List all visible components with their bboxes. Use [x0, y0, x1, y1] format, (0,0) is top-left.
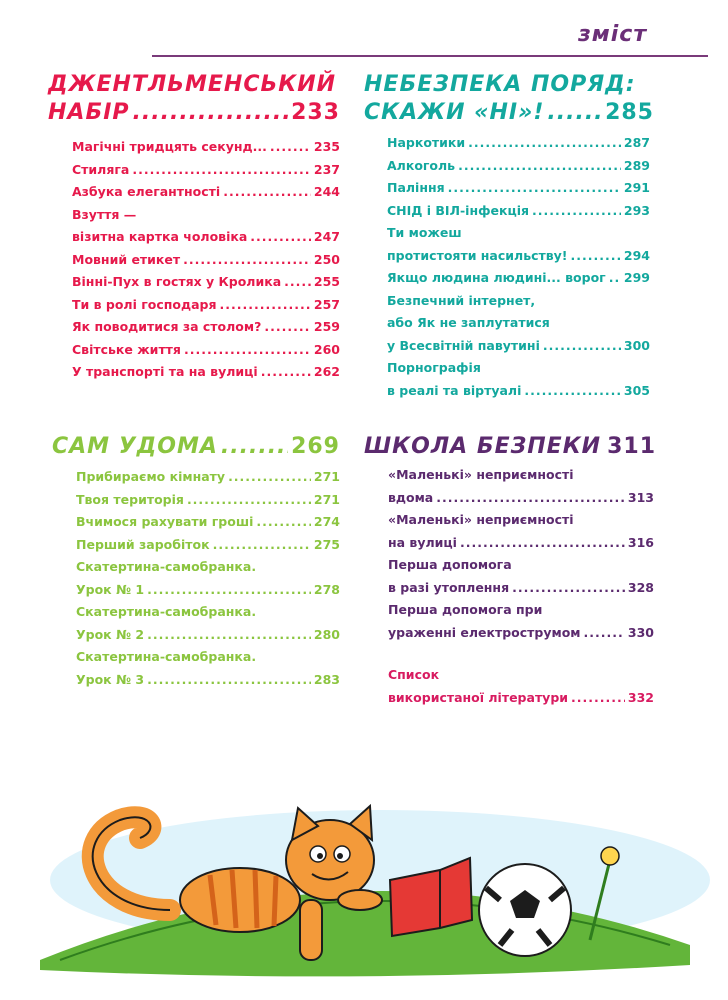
leader-dots — [250, 226, 311, 249]
toc-entry[interactable] — [387, 357, 650, 380]
toc-entry-title: у Всесвітній павутині — [387, 337, 540, 353]
toc-entry[interactable] — [72, 361, 340, 384]
section-page: 285 — [605, 100, 654, 125]
leader-dots — [183, 249, 311, 272]
toc-entry-title: ураженні електрострумом — [388, 624, 581, 640]
toc-entry[interactable] — [76, 669, 340, 692]
toc-entry[interactable] — [76, 511, 340, 534]
leader-dots — [221, 432, 288, 462]
toc-entry-title: на вулиці — [388, 534, 457, 550]
toc-entry[interactable] — [388, 664, 654, 687]
toc-entry[interactable] — [72, 249, 340, 272]
leader-dots — [213, 534, 311, 557]
leader-dots — [228, 466, 311, 489]
toc-entry[interactable] — [388, 687, 654, 710]
toc-entry[interactable] — [387, 312, 650, 335]
toc-list-safety — [388, 464, 654, 644]
toc-entry[interactable] — [76, 601, 340, 624]
toc-entry-title: Урок № 1 — [76, 581, 145, 597]
toc-entry-title: Азбука елегантності — [72, 184, 221, 199]
toc-entry-title: протистояти насильству! — [387, 247, 568, 263]
toc-entry-page: 260 — [313, 341, 340, 357]
toc-entry[interactable] — [72, 159, 340, 182]
toc-entry[interactable] — [387, 200, 650, 223]
leader-dots — [256, 511, 311, 534]
toc-entry-title: Вчимося рахувати гроші — [76, 514, 254, 529]
toc-entry[interactable] — [388, 554, 654, 577]
toc-entry-page: 247 — [313, 229, 340, 244]
toc-entry[interactable] — [388, 509, 654, 532]
toc-entry-title: Перша допомога — [388, 557, 512, 572]
toc-entry-title: Алкоголь — [387, 157, 456, 173]
toc-entry[interactable] — [76, 579, 340, 602]
toc-entry[interactable] — [387, 132, 650, 155]
toc-entry-title: У транспорті та на вулиці — [72, 364, 258, 379]
section-title-gentleman-line2 — [48, 98, 340, 128]
toc-list-danger — [387, 132, 650, 402]
toc-entry-title: Ти можеш — [387, 225, 462, 240]
toc-entry[interactable] — [76, 556, 340, 579]
toc-entry[interactable] — [72, 339, 340, 362]
leader-dots — [571, 245, 621, 268]
toc-entry[interactable] — [387, 155, 650, 178]
section-title-safety — [364, 432, 657, 462]
toc-entry-page: 316 — [627, 534, 654, 550]
toc-entry-page: 289 — [623, 157, 650, 173]
toc-entry[interactable] — [387, 290, 650, 313]
toc-entry-page: 293 — [623, 202, 650, 218]
cat-body — [180, 868, 300, 932]
toc-entry-page: 244 — [313, 184, 340, 199]
toc-entry[interactable] — [72, 136, 340, 159]
section-page: 311 — [607, 434, 657, 459]
toc-entry-title: Скатертина-самобранка. — [76, 559, 257, 574]
leader-dots — [187, 489, 311, 512]
toc-entry-page: 305 — [623, 382, 650, 398]
toc-list-literature — [388, 664, 654, 709]
section-title-text: ШКОЛА БЕЗПЕКИ — [364, 434, 602, 459]
toc-entry-title: Урок № 2 — [76, 626, 145, 642]
leader-dots — [261, 361, 311, 384]
leader-dots — [512, 577, 625, 600]
section-page: 269 — [291, 434, 340, 459]
toc-entry-page: 283 — [313, 671, 340, 687]
flower-icon — [601, 847, 619, 865]
toc-entry-title: Перший заробіток — [76, 536, 210, 552]
toc-entry[interactable] — [72, 316, 340, 339]
toc-entry[interactable] — [387, 335, 650, 358]
toc-entry-title: Магічні тридцять секунд... — [72, 139, 267, 154]
toc-entry[interactable] — [387, 380, 650, 403]
section-title-line1: ДЖЕНТЛЬМЕНСЬКИЙ — [48, 72, 337, 97]
toc-entry-title: «Маленькі» неприємності — [388, 512, 574, 527]
toc-entry-page: 271 — [313, 491, 340, 507]
toc-entry-title: Як поводитися за столом? — [72, 319, 262, 334]
toc-entry[interactable] — [388, 622, 654, 645]
toc-entry-page: 328 — [627, 579, 654, 595]
toc-entry-title: Наркотики — [387, 135, 466, 150]
leader-dots — [468, 132, 621, 155]
toc-entry-page: 332 — [627, 689, 654, 705]
leader-dots — [460, 532, 625, 555]
toc-entry-title: Безпечний інтернет, — [387, 292, 536, 308]
toc-entry-title: Прибираємо кімнату — [76, 469, 226, 484]
toc-entry-title: Світське життя — [72, 341, 181, 357]
toc-entry-title: Список — [388, 667, 440, 682]
toc-entry-title: Перша допомога при — [388, 602, 543, 617]
toc-list-home — [76, 466, 340, 691]
toc-entry[interactable] — [388, 577, 654, 600]
leader-dots — [436, 487, 625, 510]
leader-dots — [133, 98, 289, 128]
toc-list-gentleman — [72, 136, 340, 384]
toc-entry[interactable] — [72, 226, 340, 249]
toc-entry-page: 250 — [313, 251, 340, 267]
toc-entry[interactable] — [387, 267, 650, 290]
section-title-danger-line2 — [364, 98, 654, 128]
toc-entry-title: Порнографія — [387, 360, 481, 375]
toc-entry[interactable] — [76, 534, 340, 557]
section-title-danger — [364, 70, 636, 100]
toc-entry[interactable] — [72, 294, 340, 317]
toc-entry-page: 291 — [623, 180, 650, 195]
toc-entry[interactable] — [72, 271, 340, 294]
toc-entry-page: 299 — [623, 270, 650, 285]
toc-entry[interactable] — [387, 245, 650, 268]
toc-entry[interactable] — [76, 646, 340, 669]
leader-dots — [284, 271, 311, 294]
toc-entry-title: СНІД і ВІЛ-інфекція — [387, 202, 530, 218]
toc-entry[interactable] — [387, 177, 650, 200]
leader-dots — [524, 380, 621, 403]
toc-entry-page: 287 — [623, 135, 650, 150]
section-title-gentleman — [48, 70, 336, 100]
toc-entry-title: Скатертина-самобранка. — [76, 604, 257, 619]
toc-entry-page: 237 — [313, 161, 340, 177]
toc-entry-page: 235 — [313, 139, 340, 154]
leader-dots — [571, 687, 625, 710]
toc-entry-page: 257 — [313, 296, 340, 312]
toc-entry[interactable] — [387, 222, 650, 245]
leader-dots — [223, 181, 311, 204]
cat-illustration — [0, 760, 728, 1000]
toc-entry-title: Стиляга — [72, 161, 130, 177]
toc-entry-page: 313 — [627, 489, 654, 505]
section-title-text: САМ УДОМА — [52, 434, 218, 459]
leader-dots — [147, 624, 311, 647]
leader-dots — [584, 622, 625, 645]
section-title-home — [52, 432, 340, 462]
leader-dots — [264, 316, 311, 339]
page-title: зміст — [578, 22, 648, 47]
toc-entry-title: використаної літератури — [388, 689, 569, 705]
leader-dots — [184, 339, 311, 362]
toc-entry[interactable] — [76, 624, 340, 647]
section-title-line1: НЕБЕЗПЕКА ПОРЯД: — [364, 72, 636, 97]
toc-entry-page: 280 — [313, 626, 340, 642]
leader-dots — [543, 335, 621, 358]
cat-paw — [338, 890, 382, 910]
toc-entry[interactable] — [72, 204, 340, 227]
toc-entry-title: в разі утоплення — [388, 579, 510, 595]
leader-dots — [458, 155, 621, 178]
toc-entry-title: вдома — [388, 489, 434, 505]
toc-entry-title: Взуття — — [72, 206, 137, 222]
toc-entry-title: або Як не заплутатися — [387, 315, 550, 330]
toc-entry-title: Паління — [387, 180, 445, 195]
leader-dots — [532, 200, 621, 223]
toc-entry-page: 259 — [313, 319, 340, 334]
toc-entry[interactable] — [388, 487, 654, 510]
leader-dots — [547, 98, 602, 128]
toc-entry-title: Ти в ролі господаря — [72, 296, 217, 312]
toc-entry-title: Скатертина-самобранка. — [76, 649, 257, 664]
section-page: 233 — [291, 100, 340, 125]
cat-pupil-right — [337, 853, 343, 859]
leader-dots — [132, 159, 311, 182]
toc-entry-title: Мовний етикет — [72, 251, 181, 267]
leader-dots — [448, 177, 621, 200]
leader-dots — [219, 294, 310, 317]
toc-entry-title: Твоя територія — [76, 491, 184, 507]
toc-entry-title: візитна картка чоловіка — [72, 229, 248, 244]
toc-entry-page: 271 — [313, 469, 340, 484]
toc-entry-page: 262 — [313, 364, 340, 379]
leader-dots — [270, 136, 311, 159]
toc-entry-title: Вінні-Пух в гостях у Кролика — [72, 274, 282, 289]
leader-dots — [147, 579, 311, 602]
toc-entry-page: 255 — [313, 274, 340, 289]
cat-pupil-left — [317, 853, 323, 859]
toc-entry-page: 275 — [313, 536, 340, 552]
section-title-line2: НАБІР — [48, 100, 130, 125]
leader-dots — [609, 267, 621, 290]
toc-entry-page: 294 — [623, 247, 650, 263]
toc-entry[interactable] — [388, 532, 654, 555]
toc-entry-title: Якщо людина людині... ворог — [387, 270, 606, 285]
toc-entry[interactable] — [76, 489, 340, 512]
toc-entry-title: «Маленькі» неприємності — [388, 467, 574, 482]
toc-entry-page: 278 — [313, 581, 340, 597]
toc-entry-title: Урок № 3 — [76, 671, 145, 687]
toc-entry[interactable] — [72, 181, 340, 204]
cat-leg — [300, 900, 322, 960]
toc-entry[interactable] — [388, 464, 654, 487]
leader-dots — [147, 669, 311, 692]
toc-entry-page: 300 — [623, 337, 650, 353]
toc-entry-page: 330 — [627, 624, 654, 640]
toc-entry[interactable] — [388, 599, 654, 622]
section-title-line2: СКАЖИ «НІ»! — [364, 100, 545, 125]
toc-entry[interactable] — [76, 466, 340, 489]
toc-entry-title: в реалі та віртуалі — [387, 382, 522, 398]
toc-entry-page: 274 — [313, 514, 340, 529]
header-rule — [152, 55, 708, 57]
